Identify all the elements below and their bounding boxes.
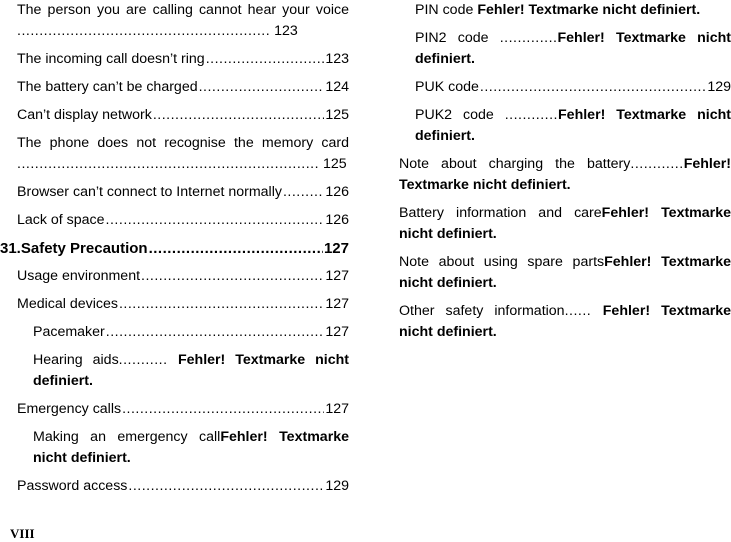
toc-entry[interactable] <box>17 476 349 497</box>
toc-leader <box>149 238 323 259</box>
toc-leader <box>206 49 325 70</box>
toc-subentry[interactable] <box>33 350 349 392</box>
toc-column-left <box>0 0 349 504</box>
toc-entry-title: Note about using spare parts <box>399 254 605 270</box>
toc-entry[interactable] <box>399 252 731 294</box>
toc-entry[interactable] <box>17 399 349 420</box>
toc-entry-title: The incoming call doesn’t ring <box>17 51 205 67</box>
toc-leader: .................................................................... <box>17 156 320 172</box>
toc-leader <box>480 77 706 98</box>
toc-entry-page: 129 <box>325 478 349 494</box>
toc-entry-title: Making an emergency call <box>33 429 221 445</box>
toc-entry-title: Can’t display network <box>17 107 152 123</box>
toc-entry-title: Medical devices <box>17 296 118 312</box>
toc-entry[interactable] <box>17 210 349 231</box>
toc-entry-title: Hearing aids <box>33 352 119 368</box>
toc-chapter-title: 31.Safety Precaution <box>0 240 148 257</box>
toc-entry-title: PUK code <box>415 79 479 95</box>
toc-leader <box>199 77 325 98</box>
toc-leader <box>128 476 324 497</box>
toc-entry-page: 127 <box>325 268 349 284</box>
toc-leader <box>283 182 324 203</box>
toc-leader: ......................................................... <box>17 23 271 39</box>
page-number: VIII <box>10 526 35 541</box>
toc-column-right <box>399 0 731 350</box>
toc-entry-page: 123 <box>325 51 349 67</box>
toc-leader: ............ <box>504 107 559 123</box>
toc-subentry[interactable] <box>33 427 349 469</box>
toc-entry-page: 124 <box>325 79 349 95</box>
toc-chapter-entry[interactable] <box>0 238 349 259</box>
toc-leader <box>153 105 324 126</box>
toc-leader: ........... <box>118 352 178 368</box>
toc-entry[interactable] <box>17 105 349 126</box>
toc-subentry[interactable] <box>415 0 731 21</box>
toc-leader: ............. <box>499 30 558 46</box>
toc-subentry[interactable] <box>415 105 731 147</box>
toc-entry-title: The phone does not recognise the memory card <box>17 135 349 151</box>
toc-entry-error: Fehler! Textmarke nicht definiert. <box>33 429 349 466</box>
toc-leader <box>122 399 324 420</box>
toc-leader: ............ <box>630 156 684 172</box>
toc-entry-title: Lack of space <box>17 212 105 228</box>
toc-entry-error: Fehler! Textmarke nicht definiert. <box>415 30 731 67</box>
toc-entry-title: The battery can’t be charged <box>17 79 198 95</box>
toc-entry[interactable] <box>399 301 731 343</box>
toc-entry-error: Fehler! Textmarke nicht definiert. <box>399 205 731 242</box>
toc-entry[interactable] <box>17 77 349 98</box>
toc-entry-error: Fehler! Textmarke nicht definiert. <box>399 156 731 193</box>
toc-entry-title: Pacemaker <box>33 324 105 340</box>
toc-entry-title: PUK2 code <box>415 107 494 123</box>
toc-entry-page: 126 <box>325 212 349 228</box>
toc-entry-title: PIN2 code <box>415 30 489 46</box>
toc-entry-title: Other safety information <box>399 303 565 319</box>
toc-entry-page: 129 <box>707 79 731 95</box>
toc-entry-page: 126 <box>325 184 349 200</box>
toc-entry-title: Password access <box>17 478 128 494</box>
toc-entry-page: 127 <box>325 324 349 340</box>
toc-entry-page: 127 <box>325 401 349 417</box>
toc-entry-title: Browser can’t connect to Internet normally <box>17 184 282 200</box>
toc-entry-page: 123 <box>274 23 298 39</box>
toc-leader: ...... <box>564 303 603 319</box>
toc-entry-title: Usage environment <box>17 268 141 284</box>
toc-entry[interactable] <box>17 133 349 175</box>
toc-entry-title: The person you are calling cannot hear your voice <box>17 2 349 18</box>
toc-leader <box>141 266 324 287</box>
toc-entry[interactable] <box>17 182 349 203</box>
toc-entry-error: Fehler! Textmarke nicht definiert. <box>399 303 731 340</box>
toc-entry-title: Battery information and care <box>399 205 602 221</box>
toc-entry[interactable] <box>17 294 349 315</box>
toc-entry[interactable] <box>17 0 349 42</box>
toc-entry[interactable] <box>17 49 349 70</box>
toc-entry-error: Fehler! Textmarke nicht definiert. <box>399 254 731 291</box>
toc-entry-title: Note about charging the battery <box>399 156 631 172</box>
toc-subentry[interactable] <box>415 77 731 98</box>
toc-subentry[interactable] <box>33 322 349 343</box>
toc-chapter-page: 127 <box>323 240 349 257</box>
toc-entry-page: 127 <box>325 296 349 312</box>
toc-entry-title: PIN code <box>415 2 474 18</box>
toc-leader <box>119 294 324 315</box>
toc-entry-title: Emergency calls <box>17 401 122 417</box>
toc-subentry[interactable] <box>415 28 731 70</box>
toc-entry-error: Fehler! Textmarke nicht definiert. <box>33 352 349 389</box>
toc-entry-error: Fehler! Textmarke nicht definiert. <box>415 107 731 144</box>
toc-entry[interactable] <box>17 266 349 287</box>
toc-entry[interactable] <box>399 154 731 196</box>
toc-entry[interactable] <box>399 203 731 245</box>
toc-leader <box>106 210 325 231</box>
toc-entry-page: 125 <box>325 107 349 123</box>
toc-entry-page: 125 <box>323 156 347 172</box>
toc-entry-error: Fehler! Textmarke nicht definiert. <box>477 2 701 18</box>
toc-leader <box>106 322 325 343</box>
